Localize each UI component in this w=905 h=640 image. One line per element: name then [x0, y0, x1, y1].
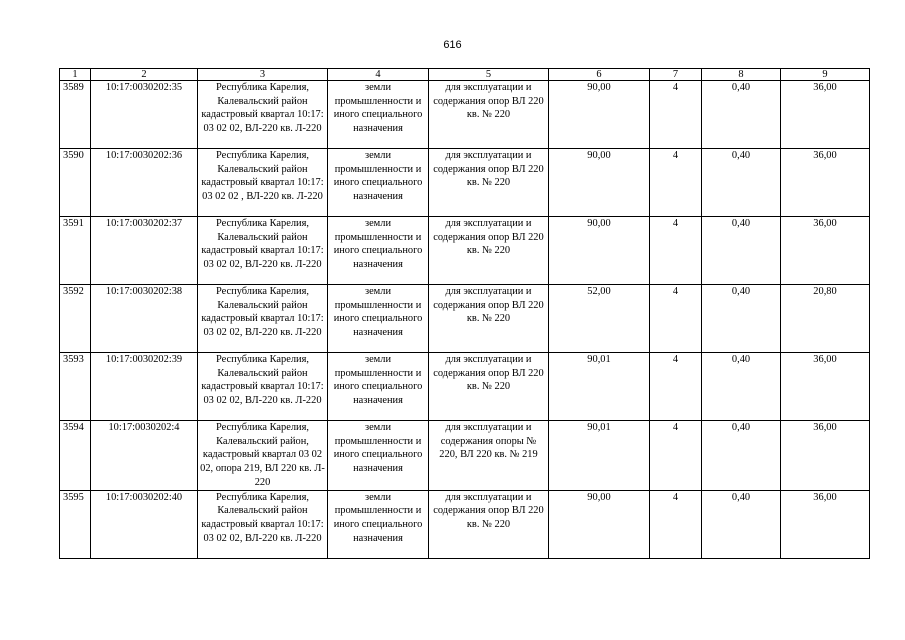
permitted-use-cell: для эксплуатации и содержания опор ВЛ 220 кв. № 220: [429, 353, 549, 421]
row-number-cell: 3595: [60, 490, 91, 558]
permitted-use-cell: для эксплуатации и содержания опор ВЛ 220 кв. № 220: [429, 490, 549, 558]
column-header: 6: [549, 69, 650, 81]
land-category-cell: земли промышленности и иного специального назначения: [328, 490, 429, 558]
table-row: [60, 149, 870, 217]
cadastral-number-cell: 10:17:0030202:38: [91, 285, 198, 353]
cadastral-number-cell: 10:17:0030202:35: [91, 81, 198, 149]
area-cell: 90,00: [549, 490, 650, 558]
land-plot-table: [59, 68, 870, 559]
area-cell: 90,00: [549, 81, 650, 149]
column-7-cell: 4: [650, 421, 702, 491]
location-cell: Республика Карелия, Калевальский район кадастровый квартал 10:17: 03 02 02, ВЛ-220 кв. Л-220: [198, 285, 328, 353]
area-cell: 90,00: [549, 217, 650, 285]
column-header: 3: [198, 69, 328, 81]
area-cell: 52,00: [549, 285, 650, 353]
column-header: 9: [781, 69, 870, 81]
permitted-use-cell: для эксплуатации и содержания опоры № 220, ВЛ 220 кв. № 219: [429, 421, 549, 491]
column-header: 1: [60, 69, 91, 81]
column-7-cell: 4: [650, 217, 702, 285]
column-8-cell: 0,40: [702, 285, 781, 353]
table-row: [60, 353, 870, 421]
area-cell: 90,01: [549, 421, 650, 491]
permitted-use-cell: для эксплуатации и содержания опор ВЛ 220 кв. № 220: [429, 81, 549, 149]
land-category-cell: земли промышленности и иного специального назначения: [328, 285, 429, 353]
column-8-cell: 0,40: [702, 490, 781, 558]
row-number-cell: 3591: [60, 217, 91, 285]
location-cell: Республика Карелия, Калевальский район кадастровый квартал 10:17: 03 02 02 , ВЛ-220 кв. Л-220: [198, 149, 328, 217]
column-header: 7: [650, 69, 702, 81]
table-row: [60, 421, 870, 491]
location-cell: Республика Карелия, Калевальский район кадастровый квартал 10:17: 03 02 02, ВЛ-220 кв. Л-220: [198, 217, 328, 285]
permitted-use-cell: для эксплуатации и содержания опор ВЛ 220 кв. № 220: [429, 217, 549, 285]
column-9-cell: 36,00: [781, 149, 870, 217]
cadastral-number-cell: 10:17:0030202:37: [91, 217, 198, 285]
column-9-cell: 36,00: [781, 421, 870, 491]
column-8-cell: 0,40: [702, 149, 781, 217]
land-category-cell: земли промышленности и иного специального назначения: [328, 149, 429, 217]
column-header: 8: [702, 69, 781, 81]
area-cell: 90,01: [549, 353, 650, 421]
column-9-cell: 36,00: [781, 353, 870, 421]
row-number-cell: 3589: [60, 81, 91, 149]
permitted-use-cell: для эксплуатации и содержания опор ВЛ 220 кв. № 220: [429, 149, 549, 217]
column-header: 4: [328, 69, 429, 81]
cadastral-number-cell: 10:17:0030202:40: [91, 490, 198, 558]
column-8-cell: 0,40: [702, 81, 781, 149]
row-number-cell: 3592: [60, 285, 91, 353]
land-category-cell: земли промышленности и иного специального назначения: [328, 353, 429, 421]
column-8-cell: 0,40: [702, 353, 781, 421]
cadastral-number-cell: 10:17:0030202:4: [91, 421, 198, 491]
column-header: 2: [91, 69, 198, 81]
row-number-cell: 3590: [60, 149, 91, 217]
column-7-cell: 4: [650, 285, 702, 353]
location-cell: Республика Карелия, Калевальский район кадастровый квартал 10:17: 03 02 02, ВЛ-220 кв. Л-220: [198, 490, 328, 558]
column-8-cell: 0,40: [702, 217, 781, 285]
column-7-cell: 4: [650, 490, 702, 558]
column-header: 5: [429, 69, 549, 81]
row-number-cell: 3594: [60, 421, 91, 491]
permitted-use-cell: для эксплуатации и содержания опор ВЛ 220 кв. № 220: [429, 285, 549, 353]
column-9-cell: 36,00: [781, 490, 870, 558]
column-9-cell: 20,80: [781, 285, 870, 353]
table-row: [60, 217, 870, 285]
column-9-cell: 36,00: [781, 81, 870, 149]
land-category-cell: земли промышленности и иного специального назначения: [328, 217, 429, 285]
table-row: [60, 81, 870, 149]
table-row: [60, 490, 870, 558]
column-7-cell: 4: [650, 353, 702, 421]
cadastral-number-cell: 10:17:0030202:36: [91, 149, 198, 217]
location-cell: Республика Карелия, Калевальский район кадастровый квартал 10:17: 03 02 02, ВЛ-220 кв. Л-220: [198, 81, 328, 149]
cadastral-number-cell: 10:17:0030202:39: [91, 353, 198, 421]
page-number: 616: [443, 39, 462, 51]
land-category-cell: земли промышленности и иного специального назначения: [328, 421, 429, 491]
row-number-cell: 3593: [60, 353, 91, 421]
area-cell: 90,00: [549, 149, 650, 217]
header-row: [60, 69, 870, 81]
column-8-cell: 0,40: [702, 421, 781, 491]
location-cell: Республика Карелия, Калевальский район, кадастровый квартал 03 02 02, опора 219, ВЛ 220 кв. Л- 220: [198, 421, 328, 491]
land-category-cell: земли промышленности и иного специального назначения: [328, 81, 429, 149]
table-row: [60, 285, 870, 353]
column-7-cell: 4: [650, 149, 702, 217]
column-9-cell: 36,00: [781, 217, 870, 285]
location-cell: Республика Карелия, Калевальский район кадастровый квартал 10:17: 03 02 02, ВЛ-220 кв. Л-220: [198, 353, 328, 421]
column-7-cell: 4: [650, 81, 702, 149]
